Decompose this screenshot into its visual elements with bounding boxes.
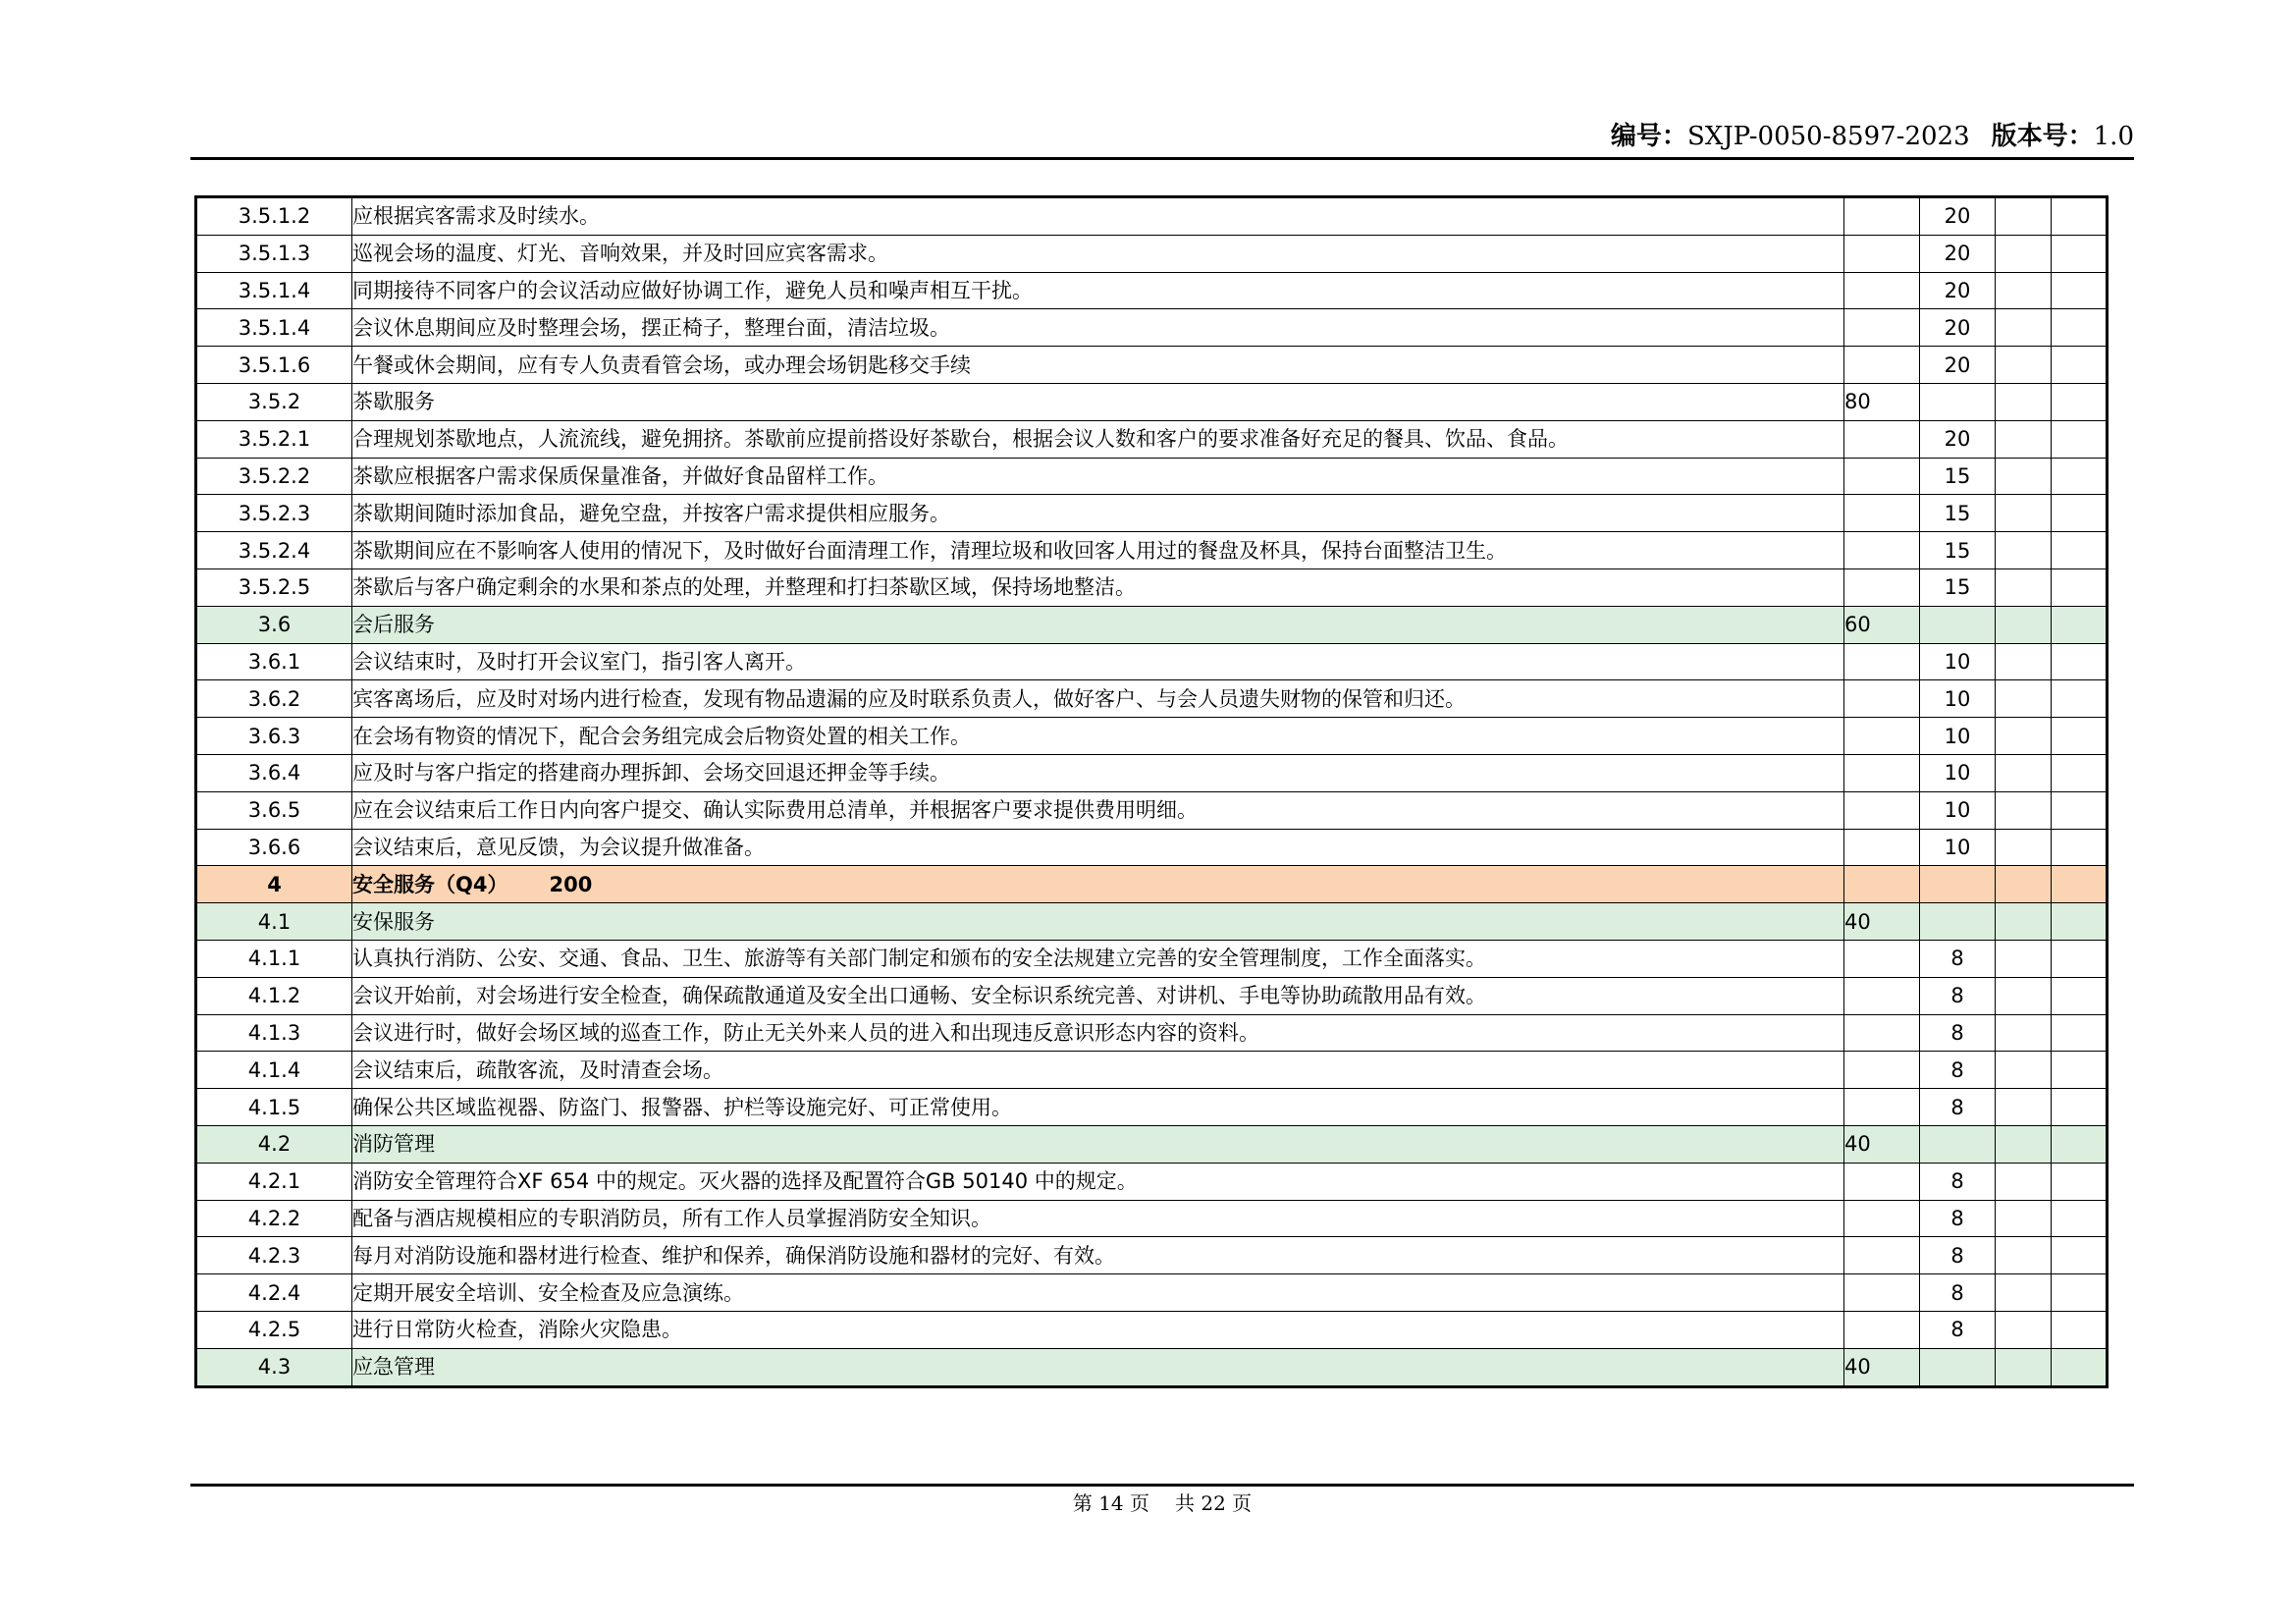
remarks-cell <box>2052 643 2108 680</box>
item-description-text: 应及时与客户指定的搭建商办理拆卸、会场交回退还押金等手续。 <box>352 761 950 785</box>
number-label: 编号： <box>1610 122 1687 151</box>
evaluation-cell <box>1996 272 2052 309</box>
page-current: 14 <box>1098 1491 1124 1515</box>
item-code: 3.6.4 <box>196 754 352 791</box>
table-row <box>196 420 2108 458</box>
evaluation-cell <box>1996 1311 2052 1348</box>
remarks-cell <box>2052 309 2108 347</box>
item-code: 4.2.3 <box>196 1237 352 1274</box>
evaluation-cell <box>1996 1163 2052 1200</box>
section-score <box>1844 420 1920 458</box>
item-description-text: 确保公共区域监视器、防盗门、报警器、护栏等设施完好、可正常使用。 <box>352 1095 1012 1119</box>
remarks-cell <box>2052 829 2108 866</box>
item-description <box>352 680 1844 718</box>
item-description <box>352 1125 1844 1163</box>
version-label: 版本号： <box>1991 122 2094 151</box>
page-prefix: 第 <box>1072 1491 1093 1515</box>
table-row <box>196 272 2108 309</box>
remarks-cell <box>2052 568 2108 606</box>
table-row <box>196 1052 2108 1089</box>
section-score <box>1844 791 1920 829</box>
table-row <box>196 718 2108 755</box>
evaluation-cell <box>1996 420 2052 458</box>
item-code: 3.5.1.4 <box>196 309 352 347</box>
remarks-cell <box>2052 1014 2108 1052</box>
item-description-text: 进行日常防火检查，消除火灾隐患。 <box>352 1318 682 1342</box>
remarks-cell <box>2052 1200 2108 1237</box>
section-score: 60 <box>1844 606 1920 643</box>
item-score: 10 <box>1920 754 1996 791</box>
evaluation-cell <box>1996 718 2052 755</box>
page-footer <box>190 1488 2134 1519</box>
remarks-cell <box>2052 272 2108 309</box>
item-score: 8 <box>1920 940 1996 977</box>
section-score <box>1844 1200 1920 1237</box>
evaluation-cell <box>1996 829 2052 866</box>
total-prefix: 共 <box>1175 1491 1195 1515</box>
item-description-text: 宾客离场后，应及时对场内进行检查，发现有物品遗漏的应及时联系负责人，做好客户、与会人员遗失财物的保管和归还。 <box>352 686 1466 711</box>
section-score <box>1844 940 1920 977</box>
table-row <box>196 940 2108 977</box>
remarks-cell <box>2052 235 2108 272</box>
footer-rule <box>190 1484 2134 1487</box>
item-score: 10 <box>1920 643 1996 680</box>
item-description <box>352 1200 1844 1237</box>
item-score <box>1920 903 1996 941</box>
remarks-cell <box>2052 1348 2108 1386</box>
evaluation-cell <box>1996 1089 2052 1126</box>
section-score <box>1844 1274 1920 1312</box>
remarks-cell <box>2052 718 2108 755</box>
section-row <box>196 903 2108 941</box>
section-score <box>1844 754 1920 791</box>
table-row <box>196 347 2108 384</box>
evaluation-cell <box>1996 1200 2052 1237</box>
table-row <box>196 977 2108 1014</box>
version-number: 1.0 <box>2093 122 2134 151</box>
remarks-cell <box>2052 495 2108 532</box>
remarks-cell <box>2052 458 2108 495</box>
item-description <box>352 272 1844 309</box>
table-row <box>196 680 2108 718</box>
evaluation-cell <box>1996 791 2052 829</box>
item-score: 15 <box>1920 532 1996 569</box>
section-score <box>1844 197 1920 236</box>
evaluation-cell <box>1996 235 2052 272</box>
item-description <box>352 606 1844 643</box>
item-score: 10 <box>1920 791 1996 829</box>
item-description <box>352 458 1844 495</box>
item-description <box>352 1089 1844 1126</box>
table-row <box>196 458 2108 495</box>
item-code: 4.2.2 <box>196 1200 352 1237</box>
item-code: 4 <box>196 866 352 903</box>
item-description <box>352 532 1844 569</box>
item-score: 15 <box>1920 458 1996 495</box>
item-description-text: 茶歇服务 <box>352 390 435 414</box>
item-description-text: 会议结束后，疏散客流，及时清查会场。 <box>352 1057 723 1082</box>
item-description <box>352 1052 1844 1089</box>
evaluation-cell <box>1996 309 2052 347</box>
item-description <box>352 235 1844 272</box>
section-score <box>1844 1311 1920 1348</box>
section-score <box>1844 309 1920 347</box>
item-description-text: 会议进行时，做好会场区域的巡查工作，防止无关外来人员的进入和出现违反意识形态内容的资料。 <box>352 1020 1259 1045</box>
item-code: 4.3 <box>196 1348 352 1386</box>
item-code: 3.6 <box>196 606 352 643</box>
item-code: 4.1.4 <box>196 1052 352 1089</box>
item-description <box>352 420 1844 458</box>
remarks-cell <box>2052 754 2108 791</box>
section-score <box>1844 1052 1920 1089</box>
item-description-text: 在会场有物资的情况下，配合会务组完成会后物资处置的相关工作。 <box>352 724 971 748</box>
document-header <box>190 116 2134 157</box>
item-description-text: 茶歇后与客户确定剩余的水果和茶点的处理，并整理和打扫茶歇区域，保持场地整洁。 <box>352 575 1136 600</box>
item-score: 8 <box>1920 1311 1996 1348</box>
evaluation-cell <box>1996 903 2052 941</box>
table-row <box>196 829 2108 866</box>
item-code: 3.6.3 <box>196 718 352 755</box>
evaluation-cell <box>1996 1348 2052 1386</box>
item-description-text: 应根据宾客需求及时续水。 <box>352 204 600 229</box>
section-score <box>1844 1163 1920 1200</box>
item-code: 3.5.1.3 <box>196 235 352 272</box>
item-score: 20 <box>1920 309 1996 347</box>
item-description-text: 消防安全管理符合XF 654 中的规定。灭火器的选择及配置符合GB 50140 中的规定。 <box>352 1169 1138 1194</box>
item-description-text: 巡视会场的温度、灯光、音响效果，并及时回应宾客需求。 <box>352 242 888 266</box>
item-score: 8 <box>1920 1274 1996 1312</box>
item-score: 10 <box>1920 718 1996 755</box>
table-row <box>196 235 2108 272</box>
scoring-table <box>194 195 2109 1388</box>
item-code: 3.5.1.4 <box>196 272 352 309</box>
item-score: 20 <box>1920 272 1996 309</box>
item-description-text: 安保服务 <box>352 909 435 934</box>
category-row <box>196 866 2108 903</box>
item-description-text: 认真执行消防、公安、交通、食品、卫生、旅游等有关部门制定和颁布的安全法规建立完善的安全管理制度，工作全面落实。 <box>352 947 1486 971</box>
section-score: 40 <box>1844 1125 1920 1163</box>
remarks-cell <box>2052 532 2108 569</box>
item-code: 4.1.5 <box>196 1089 352 1126</box>
evaluation-cell <box>1996 754 2052 791</box>
item-code: 3.5.1.6 <box>196 347 352 384</box>
item-description-text: 每月对消防设施和器材进行检查、维护和保养，确保消防设施和器材的完好、有效。 <box>352 1243 1115 1268</box>
item-description-text: 茶歇应根据客户需求保质保量准备，并做好食品留样工作。 <box>352 463 888 488</box>
item-score: 8 <box>1920 1089 1996 1126</box>
evaluation-cell <box>1996 568 2052 606</box>
item-score: 8 <box>1920 1237 1996 1274</box>
section-score <box>1844 680 1920 718</box>
document-number: SXJP-0050-8597-2023 <box>1686 122 1970 151</box>
item-score <box>1920 383 1996 420</box>
evaluation-cell <box>1996 532 2052 569</box>
section-score <box>1844 347 1920 384</box>
evaluation-cell <box>1996 643 2052 680</box>
evaluation-cell <box>1996 940 2052 977</box>
item-score: 8 <box>1920 1200 1996 1237</box>
item-code: 3.5.2.4 <box>196 532 352 569</box>
remarks-cell <box>2052 1125 2108 1163</box>
item-code: 4.1.2 <box>196 977 352 1014</box>
remarks-cell <box>2052 680 2108 718</box>
header-rule <box>190 157 2134 160</box>
section-score <box>1844 235 1920 272</box>
item-score: 15 <box>1920 495 1996 532</box>
item-score <box>1920 1348 1996 1386</box>
item-description <box>352 940 1844 977</box>
item-code: 3.5.2.2 <box>196 458 352 495</box>
item-code: 4.1.1 <box>196 940 352 977</box>
item-description-text: 茶歇期间应在不影响客人使用的情况下，及时做好台面清理工作，清理垃圾和收回客人用过的餐盘及杯具，保持台面整洁卫生。 <box>352 538 1507 563</box>
item-code: 3.5.2.5 <box>196 568 352 606</box>
item-code: 4.1 <box>196 903 352 941</box>
item-description-text: 安全服务（Q4） <box>352 872 508 896</box>
item-description <box>352 643 1844 680</box>
remarks-cell <box>2052 1311 2108 1348</box>
section-score <box>1844 643 1920 680</box>
table-row <box>196 1014 2108 1052</box>
item-description-text: 合理规划茶歇地点，人流流线，避免拥挤。茶歇前应提前搭设好茶歇台，根据会议人数和客户的要求准备好充足的餐具、饮品、食品。 <box>352 427 1569 452</box>
item-description <box>352 309 1844 347</box>
item-score: 8 <box>1920 1052 1996 1089</box>
evaluation-cell <box>1996 1237 2052 1274</box>
section-score: 40 <box>1844 1348 1920 1386</box>
item-score <box>1920 866 1996 903</box>
item-score <box>1920 606 1996 643</box>
item-code: 3.6.2 <box>196 680 352 718</box>
section-score <box>1844 829 1920 866</box>
evaluation-cell <box>1996 1274 2052 1312</box>
item-description <box>352 1237 1844 1274</box>
section-score <box>1844 495 1920 532</box>
section-row <box>196 606 2108 643</box>
evaluation-cell <box>1996 680 2052 718</box>
item-description <box>352 754 1844 791</box>
evaluation-cell <box>1996 347 2052 384</box>
section-score <box>1844 1014 1920 1052</box>
item-description-text: 应在会议结束后工作日内向客户提交、确认实际费用总清单，并根据客户要求提供费用明细。 <box>352 798 1198 823</box>
item-score: 20 <box>1920 197 1996 236</box>
remarks-cell <box>2052 197 2108 236</box>
item-score: 20 <box>1920 347 1996 384</box>
item-score: 15 <box>1920 568 1996 606</box>
item-description <box>352 903 1844 941</box>
section-score <box>1844 272 1920 309</box>
evaluation-cell <box>1996 606 2052 643</box>
remarks-cell <box>2052 606 2108 643</box>
evaluation-cell <box>1996 495 2052 532</box>
evaluation-cell <box>1996 197 2052 236</box>
table-row <box>196 568 2108 606</box>
item-description <box>352 1163 1844 1200</box>
item-description <box>352 1348 1844 1386</box>
item-description-text: 应急管理 <box>352 1355 435 1380</box>
item-description-text: 同期接待不同客户的会议活动应做好协调工作，避免人员和噪声相互干扰。 <box>352 278 1033 302</box>
item-description <box>352 347 1844 384</box>
item-score: 8 <box>1920 977 1996 1014</box>
section-score <box>1844 568 1920 606</box>
item-description-text: 会议开始前，对会场进行安全检查，确保疏散通道及安全出口通畅、安全标识系统完善、对讲机、手电等协助疏散用品有效。 <box>352 984 1486 1008</box>
table-row <box>196 1274 2108 1312</box>
item-description <box>352 568 1844 606</box>
section-row <box>196 1125 2108 1163</box>
item-description <box>352 866 1844 903</box>
scoring-table-body <box>196 197 2108 1387</box>
item-score: 20 <box>1920 235 1996 272</box>
section-score <box>1844 866 1920 903</box>
item-description <box>352 495 1844 532</box>
evaluation-cell <box>1996 977 2052 1014</box>
item-description-text: 定期开展安全培训、安全检查及应急演练。 <box>352 1280 744 1305</box>
evaluation-cell <box>1996 1052 2052 1089</box>
remarks-cell <box>2052 1089 2108 1126</box>
item-description <box>352 977 1844 1014</box>
table-row <box>196 1163 2108 1200</box>
item-score <box>1920 1125 1996 1163</box>
item-score: 8 <box>1920 1163 1996 1200</box>
table-row <box>196 643 2108 680</box>
item-code: 3.5.2.1 <box>196 420 352 458</box>
item-score: 10 <box>1920 829 1996 866</box>
table-row <box>196 791 2108 829</box>
table-row <box>196 383 2108 420</box>
remarks-cell <box>2052 940 2108 977</box>
section-score <box>1844 1237 1920 1274</box>
section-score <box>1844 1089 1920 1126</box>
item-description-text: 配备与酒店规模相应的专职消防员，所有工作人员掌握消防安全知识。 <box>352 1206 991 1230</box>
remarks-cell <box>2052 791 2108 829</box>
remarks-cell <box>2052 1274 2108 1312</box>
item-description-text: 茶歇期间随时添加食品，避免空盘，并按客户需求提供相应服务。 <box>352 501 950 525</box>
section-score <box>1844 977 1920 1014</box>
section-score <box>1844 718 1920 755</box>
remarks-cell <box>2052 347 2108 384</box>
item-description-text: 会议休息期间应及时整理会场，摆正椅子，整理台面，清洁垃圾。 <box>352 315 950 340</box>
table-row <box>196 1200 2108 1237</box>
table-row <box>196 309 2108 347</box>
remarks-cell <box>2052 1052 2108 1089</box>
item-code: 3.5.2.3 <box>196 495 352 532</box>
item-description-text: 会议结束后，意见反馈，为会议提升做准备。 <box>352 835 765 859</box>
item-description <box>352 1274 1844 1312</box>
section-score: 80 <box>1844 383 1920 420</box>
item-description-text: 消防管理 <box>352 1132 435 1157</box>
item-description-text: 会后服务 <box>352 613 435 637</box>
remarks-cell <box>2052 866 2108 903</box>
item-description <box>352 791 1844 829</box>
item-description <box>352 383 1844 420</box>
total-unit: 页 <box>1232 1491 1253 1515</box>
item-code: 3.6.1 <box>196 643 352 680</box>
item-code: 4.1.3 <box>196 1014 352 1052</box>
table-row <box>196 197 2108 236</box>
remarks-cell <box>2052 1163 2108 1200</box>
remarks-cell <box>2052 383 2108 420</box>
table-row <box>196 1311 2108 1348</box>
evaluation-cell <box>1996 383 2052 420</box>
section-score <box>1844 458 1920 495</box>
evaluation-cell <box>1996 866 2052 903</box>
section-row <box>196 1348 2108 1386</box>
item-description-text: 会议结束时，及时打开会议室门，指引客人离开。 <box>352 649 806 674</box>
item-description <box>352 718 1844 755</box>
item-description-text: 午餐或休会期间，应有专人负责看管会场，或办理会场钥匙移交手续 <box>352 352 971 377</box>
item-code: 4.2.1 <box>196 1163 352 1200</box>
section-score: 40 <box>1844 903 1920 941</box>
category-total-score: 200 <box>549 872 593 896</box>
table-row <box>196 532 2108 569</box>
item-description <box>352 197 1844 236</box>
item-score: 10 <box>1920 680 1996 718</box>
table-row <box>196 1089 2108 1126</box>
evaluation-cell <box>1996 458 2052 495</box>
evaluation-cell <box>1996 1014 2052 1052</box>
item-code: 3.6.6 <box>196 829 352 866</box>
remarks-cell <box>2052 903 2108 941</box>
table-row <box>196 495 2108 532</box>
remarks-cell <box>2052 1237 2108 1274</box>
remarks-cell <box>2052 420 2108 458</box>
item-code: 4.2.4 <box>196 1274 352 1312</box>
page-total: 22 <box>1201 1491 1226 1515</box>
table-row <box>196 754 2108 791</box>
item-code: 3.5.1.2 <box>196 197 352 236</box>
item-code: 4.2 <box>196 1125 352 1163</box>
table-row <box>196 1237 2108 1274</box>
evaluation-cell <box>1996 1125 2052 1163</box>
item-score: 8 <box>1920 1014 1996 1052</box>
page-unit: 页 <box>1130 1491 1149 1515</box>
item-code: 4.2.5 <box>196 1311 352 1348</box>
section-score <box>1844 532 1920 569</box>
remarks-cell <box>2052 977 2108 1014</box>
item-description <box>352 829 1844 866</box>
item-code: 3.6.5 <box>196 791 352 829</box>
item-score: 20 <box>1920 420 1996 458</box>
item-description <box>352 1311 1844 1348</box>
item-code: 3.5.2 <box>196 383 352 420</box>
item-description <box>352 1014 1844 1052</box>
